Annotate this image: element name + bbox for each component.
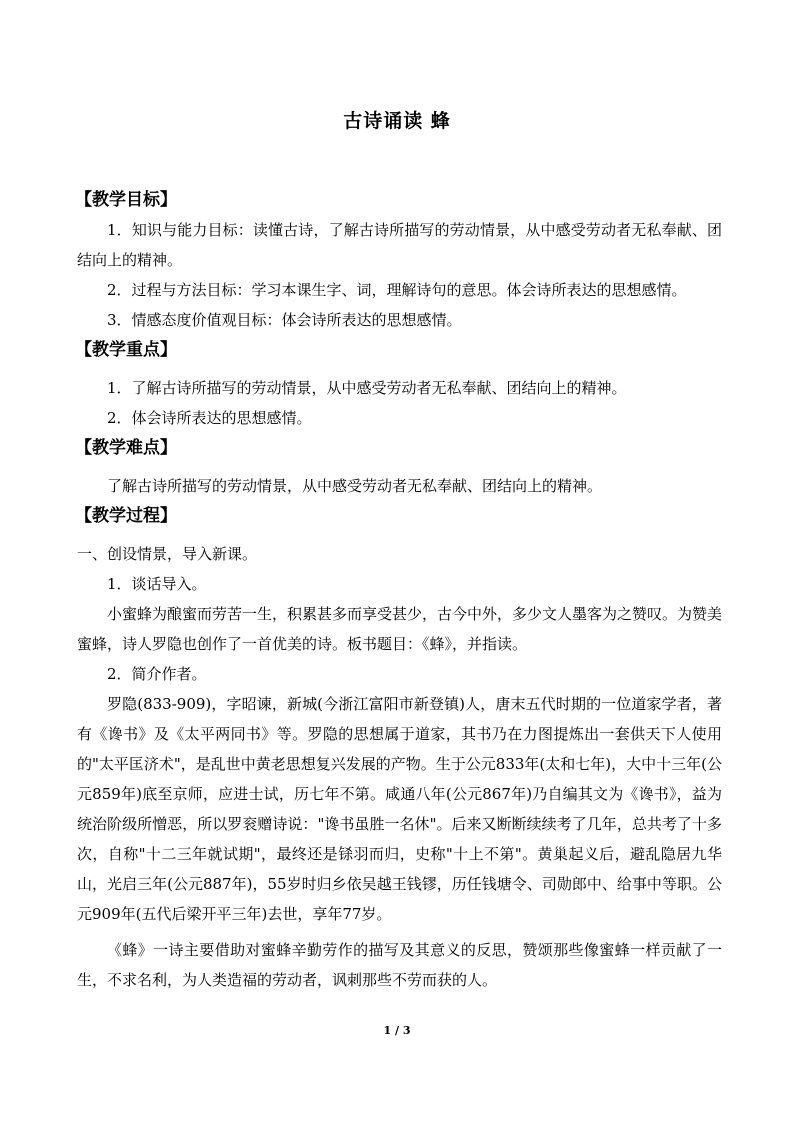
page-title: 古诗诵读 蜂 bbox=[343, 110, 451, 132]
goal-item-1: 1．知识与能力目标：读懂古诗，了解古诗所描写的劳动情景，从中感受劳动者无私奉献、团结向上的精神。 bbox=[77, 221, 722, 269]
process-sub-1: 1．谈话导入。 bbox=[107, 575, 207, 593]
difficulty-text: 了解古诗所描写的劳动情景，从中感受劳动者无私奉献、团结向上的精神。 bbox=[107, 477, 603, 495]
process-paragraph-author: 罗隐(833-909)，字昭谏，新城(今浙江富阳市新登镇)人，唐末五代时期的一位道家学者，著有《谗书》及《太平两同书》等。罗隐的思想属于道家，其书乃在力图提炼出一套供天下人使用的"太平匡济术"，是乱世中黄老思想复兴发展的产物。生于公元833年(太和七年)，大中十三年(公元859年)底至京师，应进士试，历七年不第。咸通八年(公元867年)乃自编其文为《谗书》，益为统治阶级所憎恶，所以罗衮赠诗说："谗书虽胜一名休"。后来又断断续续考了几年，总共考了十多次，自称"十二三年就试期"，最终还是铩羽而归，史称"十上不第"。黄巢起义后，避乱隐居九华山，光启三年(公元887年)，55岁时归乡依吴越王钱镠，历任钱塘令、司勋郎中、给事中等职。公元909年(五代后梁开平三年)去世，享年77岁。 bbox=[77, 695, 722, 923]
section-heading-key-points: 【教学重点】 bbox=[75, 340, 177, 360]
goal-item-3: 3．情感态度价值观目标：体会诗所表达的思想感情。 bbox=[107, 311, 462, 329]
key-point-item-2: 2．体会诗所表达的思想感情。 bbox=[107, 409, 312, 427]
process-step-1: 一、创设情景，导入新课。 bbox=[77, 545, 258, 563]
section-heading-difficulties: 【教学难点】 bbox=[75, 438, 177, 458]
process-sub-2: 2．简介作者。 bbox=[107, 665, 207, 683]
key-point-item-1: 1．了解古诗所描写的劳动情景，从中感受劳动者无私奉献、团结向上的精神。 bbox=[107, 379, 627, 397]
process-paragraph-poem: 《蜂》一诗主要借助对蜜蜂辛勤劳作的描写及其意义的反思，赞颂那些像蜜蜂一样贡献了一生，不求名利，为人类造福的劳动者，讽刺那些不劳而获的人。 bbox=[77, 941, 722, 989]
process-paragraph-intro: 小蜜蜂为酿蜜而劳苦一生，积累甚多而享受甚少，古今中外，多少文人墨客为之赞叹。为赞美蜜蜂，诗人罗隐也创作了一首优美的诗。板书题目：《蜂》，并指读。 bbox=[77, 605, 723, 653]
section-heading-process: 【教学过程】 bbox=[75, 506, 177, 526]
document-body bbox=[77, 185, 722, 995]
goal-item-2: 2．过程与方法目标：学习本课生字、词，理解诗句的意思。体会诗所表达的思想感情。 bbox=[107, 281, 687, 299]
section-heading-goals: 【教学目标】 bbox=[75, 190, 177, 210]
page-number: 1 / 3 bbox=[383, 1024, 411, 1037]
